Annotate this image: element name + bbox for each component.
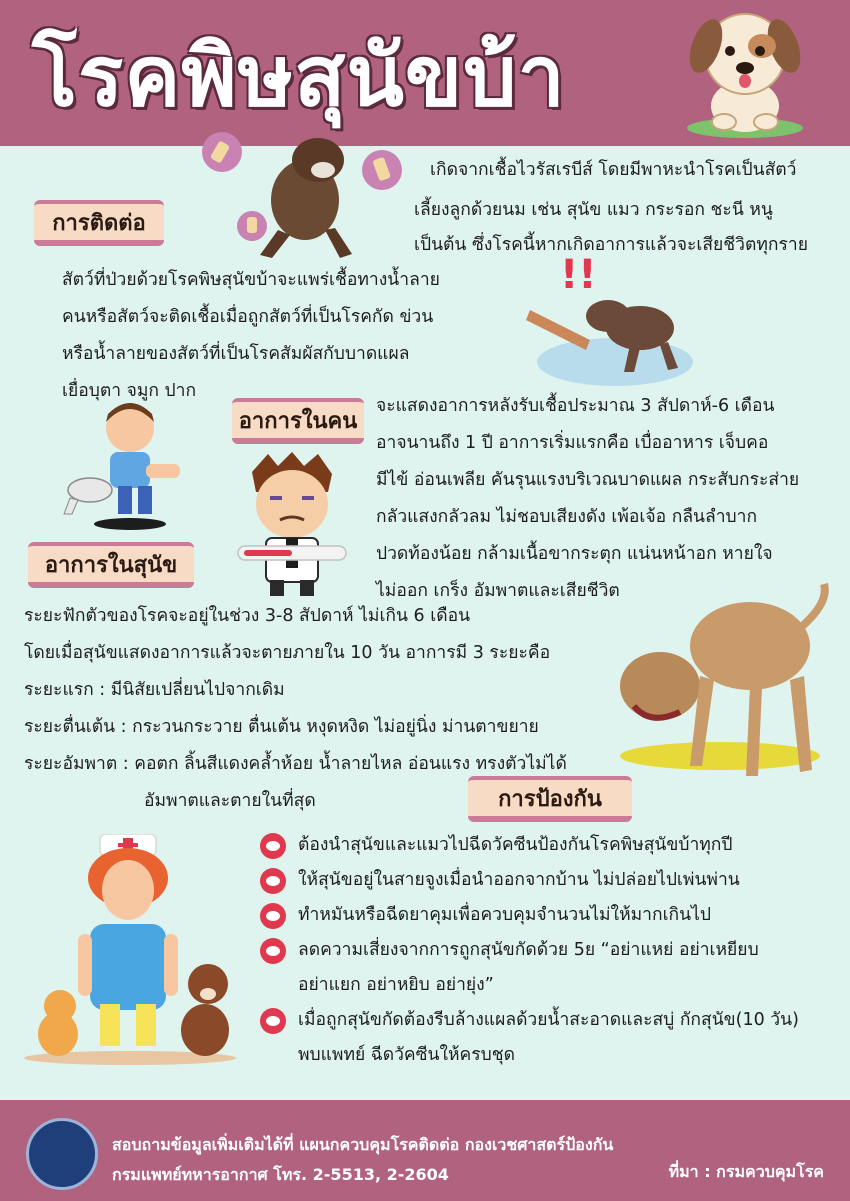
- dog-symptoms-line-2: โดยเมื่อสุนัขแสดงอาการแล้วจะตายภายใน 10 วัน อาการมี 3 ระยะคือ: [24, 643, 551, 663]
- transmission-label: การติดต่อ: [34, 200, 164, 246]
- bullet-icon: [260, 1008, 286, 1034]
- dog-symptoms-line-6: อัมพาตและตายในที่สุด: [144, 791, 316, 811]
- puppy-illustration: [680, 6, 810, 140]
- sick-man-illustration: [234, 452, 350, 598]
- prevention-item-3: [260, 898, 799, 933]
- air-force-medical-seal-icon: [26, 1118, 98, 1190]
- transmission-line-1: สัตว์ที่ป่วยด้วยโรคพิษสุนัขบ้าจะแพร่เชื้อทางน้ำลาย: [62, 270, 440, 290]
- dog-symptoms-line-5: ระยะอัมพาต : คอตก ลิ้นสีแดงคล้ำห้อย น้ำลายไหล อ่อนแรง ทรงตัวไม่ได้: [24, 754, 567, 774]
- contact-info: [112, 1130, 613, 1190]
- contact-line-1: สอบถามข้อมูลเพิ่มเติมได้ที่ แผนกควบคุมโรคติดต่อ กองเวชศาสตร์ป้องกัน: [112, 1135, 614, 1154]
- human-symptoms-line-5: ปวดท้องน้อย กล้ามเนื้อขากระตุก แน่นหน้าอก หายใจ: [376, 544, 773, 564]
- prevention-item-5-text: เมื่อถูกสุนัขกัดต้องรีบล้างแผลด้วยน้ำสะอาดและสบู่ กักสุนัข(10 วัน): [298, 1010, 799, 1030]
- prevention-item-5: [260, 1003, 799, 1038]
- footer-bar: [0, 1100, 850, 1201]
- human-symptoms-line-1: จะแสดงอาการหลังรับเชื้อประมาณ 3 สัปดาห์-6 เดือน: [376, 396, 775, 416]
- prevention-item-1-text: ต้องนำสุนัขและแมวไปฉีดวัคซีนป้องกันโรคพิษสุนัขบ้าทุกปี: [298, 835, 733, 855]
- dog-symptoms-line-4: ระยะตื่นเต้น : กระวนกระวาย ตื่นเต้น หงุดหงิด ไม่อยู่นิ่ง ม่านตาขยาย: [24, 717, 539, 737]
- prevention-item-2-text: ให้สุนัขอยู่ในสายจูงเมื่อนำออกจากบ้าน ไม่ปล่อยไปเพ่นพ่าน: [298, 870, 740, 890]
- human-symptoms-line-3: มีไข้ อ่อนเพลีย คันรุนแรงบริเวณบาดแผล กระสับกระส่าย: [376, 470, 800, 490]
- contact-line-2: กรมแพทย์ทหารอากาศ โทร. 2-5513, 2-2604: [112, 1165, 449, 1184]
- rabid-dog-drooling-illustration: [600, 576, 836, 790]
- intro-line-1: เกิดจากเชื้อไวรัสเรบีส์ โดยมีพาหะนำโรคเป็นสัตว์: [430, 160, 797, 180]
- prevention-item-1: [260, 828, 799, 863]
- bullet-icon: [260, 868, 286, 894]
- page-title: โรคพิษสุนัขบ้า: [32, 27, 566, 125]
- nurse-with-pets-illustration: [20, 834, 240, 1066]
- prevention-label: การป้องกัน: [468, 776, 632, 822]
- prevention-item-4-continued: อย่าแยก อย่าหยิบ อย่ายุ่ง”: [298, 975, 494, 995]
- prevention-item-4: [260, 933, 799, 968]
- prevention-item-4-text: ลดความเสี่ยงจากการถูกสุนัขกัดด้วย 5ย “อย่าแหย่ อย่าเหยียบ: [298, 940, 759, 960]
- transmission-line-3: หรือน้ำลายของสัตว์ที่เป็นโรคสัมผัสกับบาดแผล: [62, 344, 410, 364]
- prevention-item-2: [260, 863, 799, 898]
- bullet-icon: [260, 903, 286, 929]
- dog-bite-illustration: [520, 250, 700, 390]
- boy-bitten-illustration: [60, 396, 195, 534]
- human-symptoms-line-2: อาจนานถึง 1 ปี อาการเริ่มแรกคือ เบื่ออาหาร เจ็บคอ: [376, 433, 769, 453]
- rabid-dog-illustration: [200, 130, 410, 265]
- header-bar: [0, 0, 850, 146]
- dog-symptoms-line-1: ระยะฟักตัวของโรคจะอยู่ในช่วง 3-8 สัปดาห์ ไม่เกิน 6 เดือน: [24, 606, 471, 626]
- intro-line-2: เลี้ยงลูกด้วยนม เช่น สุนัข แมว กระรอก ชะนี หนู: [414, 200, 773, 220]
- human-symptoms-label: อาการในคน: [232, 398, 364, 444]
- source-credit: ที่มา : กรมควบคุมโรค: [668, 1162, 824, 1181]
- prevention-list: [260, 828, 799, 1073]
- transmission-line-2: คนหรือสัตว์จะติดเชื้อเมื่อถูกสัตว์ที่เป็นโรคกัด ข่วน: [62, 307, 434, 327]
- dog-symptoms-line-3: ระยะแรก : มีนิสัยเปลี่ยนไปจากเดิม: [24, 680, 285, 700]
- human-symptoms-line-4: กลัวแสงกลัวลม ไม่ชอบเสียงดัง เพ้อเจ้อ กลืนลำบาก: [376, 507, 758, 527]
- transmission-line-4: เยื่อบุตา จมูก ปาก: [62, 381, 197, 401]
- prevention-item-5-continued: พบแพทย์ ฉีดวัคซีนให้ครบชุด: [298, 1045, 516, 1065]
- intro-line-3: เป็นต้น ซึ่งโรคนี้หากเกิดอาการแล้วจะเสียชีวิตทุกราย: [414, 235, 808, 255]
- prevention-item-3-text: ทำหมันหรือฉีดยาคุมเพื่อควบคุมจำนวนไม่ให้มากเกินไป: [298, 905, 712, 925]
- svg-text:!!: !!: [560, 252, 597, 298]
- human-symptoms-line-6: ไม่ออก เกร็ง อัมพาตและเสียชีวิต: [376, 581, 620, 601]
- bullet-icon: [260, 833, 286, 859]
- bullet-icon: [260, 938, 286, 964]
- dog-symptoms-label: อาการในสุนัข: [28, 542, 194, 588]
